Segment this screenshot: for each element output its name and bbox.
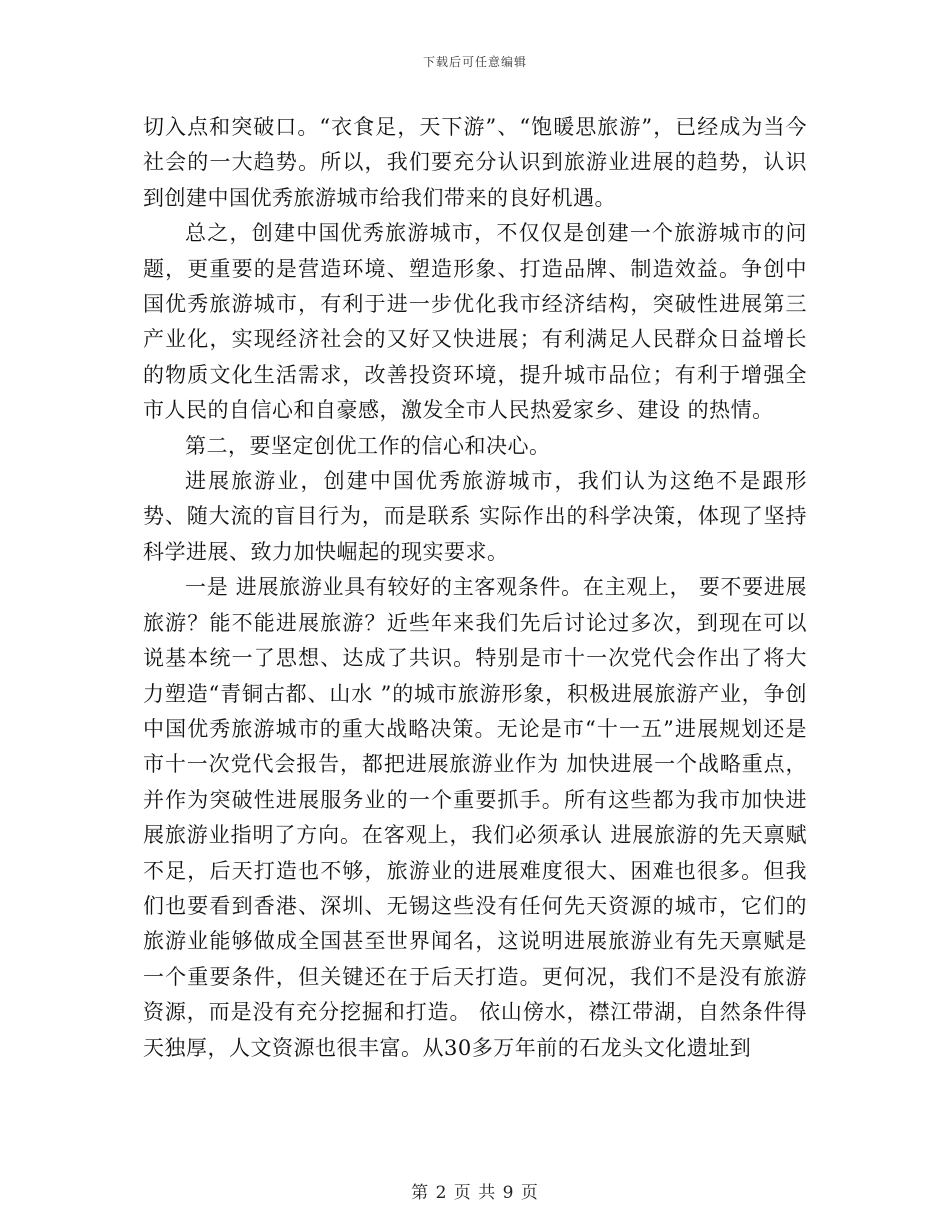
paragraph-point-one: 一是 进展旅游业具有较好的主客观条件。在主观上， 要不要进展旅游？能不能进展旅游？近些年来我们先后讨论过多次，到现在可以说基本统一了思想、达成了共识。特别是市十一次党代会作出了将大力塑造“青铜古都、山水 ”的城市旅游形象，积极进展旅游产业，争创中国优秀旅游城市的重大战略决策。无论是市“十一五”进展规划还是市十一次党代会报告，都把进展旅游业作为 加快进展一个战略重点，并作为突破性进展服务业的一个重要抓手。所有这些都为我市加快进展旅游业指明了方向。在客观上，我们必须承认 进展旅游的先天禀赋不足，后天打造也不够，旅游业的进展难度很大、困难也很多。但我们也要看到香港、深圳、无锡这些没有任何先天资源的城市，它们的旅游业能够做成全国甚至世界闻名，这说明进展旅游业有先天禀赋是一个重要条件，但关键还在于后天打造。更何况，我们不是没有旅游资源，而是没有充分挖掘和打造。 依山傍水，襟江带湖，自然条件得天独厚，人文资源也很丰富。从30多万年前的石龙头文化遗址到 xyxy=(143,575,807,1060)
paragraph-summary: 总之，创建中国优秀旅游城市，不仅仅是创建一个旅游城市的问题，更重要的是营造环境、塑造形象、打造品牌、制造效益。争创中国优秀旅游城市，有利于进一步优化我市经济结构，突破性进展第三产业化，实现经济社会的又好又快进展；有利满足人民群众日益增长的物质文化生活需求，改善投资环境，提升城市品位；有利于增强全市人民的自信心和自豪感，激发全市人民热爱家乡、建设 的热情。 xyxy=(143,221,807,423)
document-body xyxy=(143,110,807,1066)
section-heading-second: 第二，要坚定创优工作的信心和决心。 xyxy=(185,433,551,458)
page-number-footer: 第 2 页 共 9 页 xyxy=(411,1183,539,1203)
paragraph-continuation: 切入点和突破口。“衣食足，天下游”、“饱暖思旅游”，已经成为当今社会的一大趋势。所以，我们要充分认识到旅游业进展的趋势，认识到创建中国优秀旅游城市给我们带来的良好机遇。 xyxy=(143,115,807,210)
page-header-note: 下载后可任意编辑 xyxy=(422,55,527,69)
paragraph-decision: 进展旅游业，创建中国优秀旅游城市，我们认为这绝不是跟形势、随大流的盲目行为，而是联系 实际作出的科学决策，体现了坚持科学进展、致力加快崛起的现实要求。 xyxy=(143,469,807,564)
